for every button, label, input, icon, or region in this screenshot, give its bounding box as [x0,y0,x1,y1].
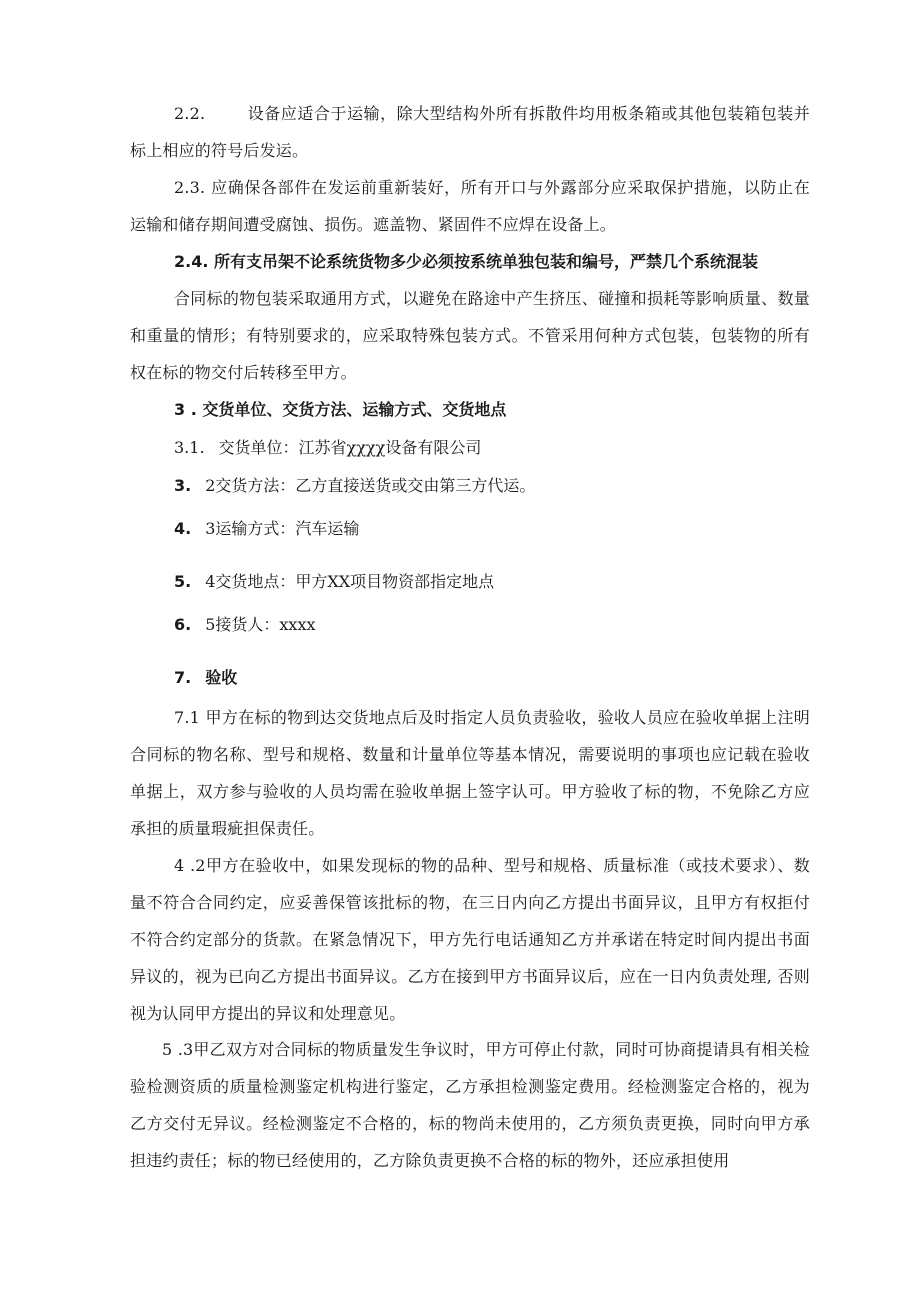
section-title-7: 验收 [205,668,238,687]
paragraph-packaging: 合同标的物包装采取通用方式，以避免在路途中产生挤压、碰撞和损耗等影响质量、数量和重量的情形；有特别要求的，应采取特殊包装方式。不管采用何种方式包装，包装物的所有权在标的物交付后转移至甲方。 [130,289,810,382]
item-text-4-3: 3运输方式：汽车运输 [205,519,360,538]
paragraph-5-3: 5 .3甲乙双方对合同标的物质量发生争议时，甲方可停止付款，同时可协商提请具有相关检验检测资质的质量检测鉴定机构进行鉴定，乙方承担检测鉴定费用。经检测鉴定合格的，视为乙方交付无异议。经检测鉴定不合格的，标的物尚未使用的，乙方须负责更换，同时向甲方承担违约责任；标的物已经使用的，乙方除负责更换不合格的标的物外，还应承担使用 [130,1040,810,1170]
item-text-3-1: 交货单位：江苏省χχχχ设备有限公司 [218,438,482,457]
item-text-5-4: 4交货地点：甲方XX项目物资部指定地点 [205,572,495,591]
paragraph-2-3: 2.3. 应确保各部件在发运前重新装好，所有开口与外露部分应采取保护措施，以防止在运输和储存期间遭受腐蚀、损伤。遮盖物、紧固件不应焊在设备上。 [130,178,810,234]
delivery-method-line [174,474,535,498]
item-number-3-1: 3.1. [174,438,205,457]
section-heading-7 [174,666,237,690]
item-text-3-2: 2交货方法：乙方直接送货或交由第三方代运。 [205,476,536,495]
item-number-5-4: 5. [174,572,192,591]
section-number-7: 7. [174,668,192,687]
paragraph-2-2 [130,95,810,169]
paragraph-7-1: 7.1 甲方在标的物到达交货地点后及时指定人员负责验收，验收人员应在验收单据上注明合同标的物名称、型号和规格、数量和计量单位等基本情况，需要说明的事项也应记载在验收单据上，双方参与验收的人员均需在验收单据上签字认可。甲方验收了标的物，不免除乙方应承担的质量瑕疵担保责任。 [130,708,810,838]
paragraph-4-2: 4 .2甲方在验收中，如果发现标的物的品种、型号和规格、质量标准（或技术要求）、数量不符合合同约定，应妥善保管该批标的物，在三日内向乙方提出书面异议，且甲方有权拒付不符合约定部分的货款。在紧急情况下，甲方先行电话通知乙方并承诺在特定时间内提出书面异议的，视为已向乙方提出书面异议。乙方在接到甲方书面异议后，应在一日内负责处理, 否则视为认同甲方提出的异议和处理意见。 [130,856,810,1023]
transport-method-line [174,517,359,541]
item-number-4-3: 4. [174,519,192,538]
paragraph-2-4: 2.4. 所有支吊架不论系统货物多少必须按系统单独包装和编号，严禁几个系统混装 [174,252,758,271]
item-text-6-5: 5接货人：xxxx [205,615,316,634]
delivery-location-line [174,570,494,594]
clause-number-2-2: 2.2. [174,104,206,123]
clause-text-2-2: 设备应适合于运输，除大型结构外所有拆散件均用板条箱或其他包装箱包装并标上相应的符号后发运。 [130,104,810,160]
item-number-3-2: 3. [174,476,192,495]
delivery-unit-line [174,436,481,460]
section-heading-3: 3 . 交货单位、交货方法、运输方式、交货地点 [174,400,507,419]
receiver-line [174,613,316,637]
item-number-6-5: 6. [174,615,192,634]
